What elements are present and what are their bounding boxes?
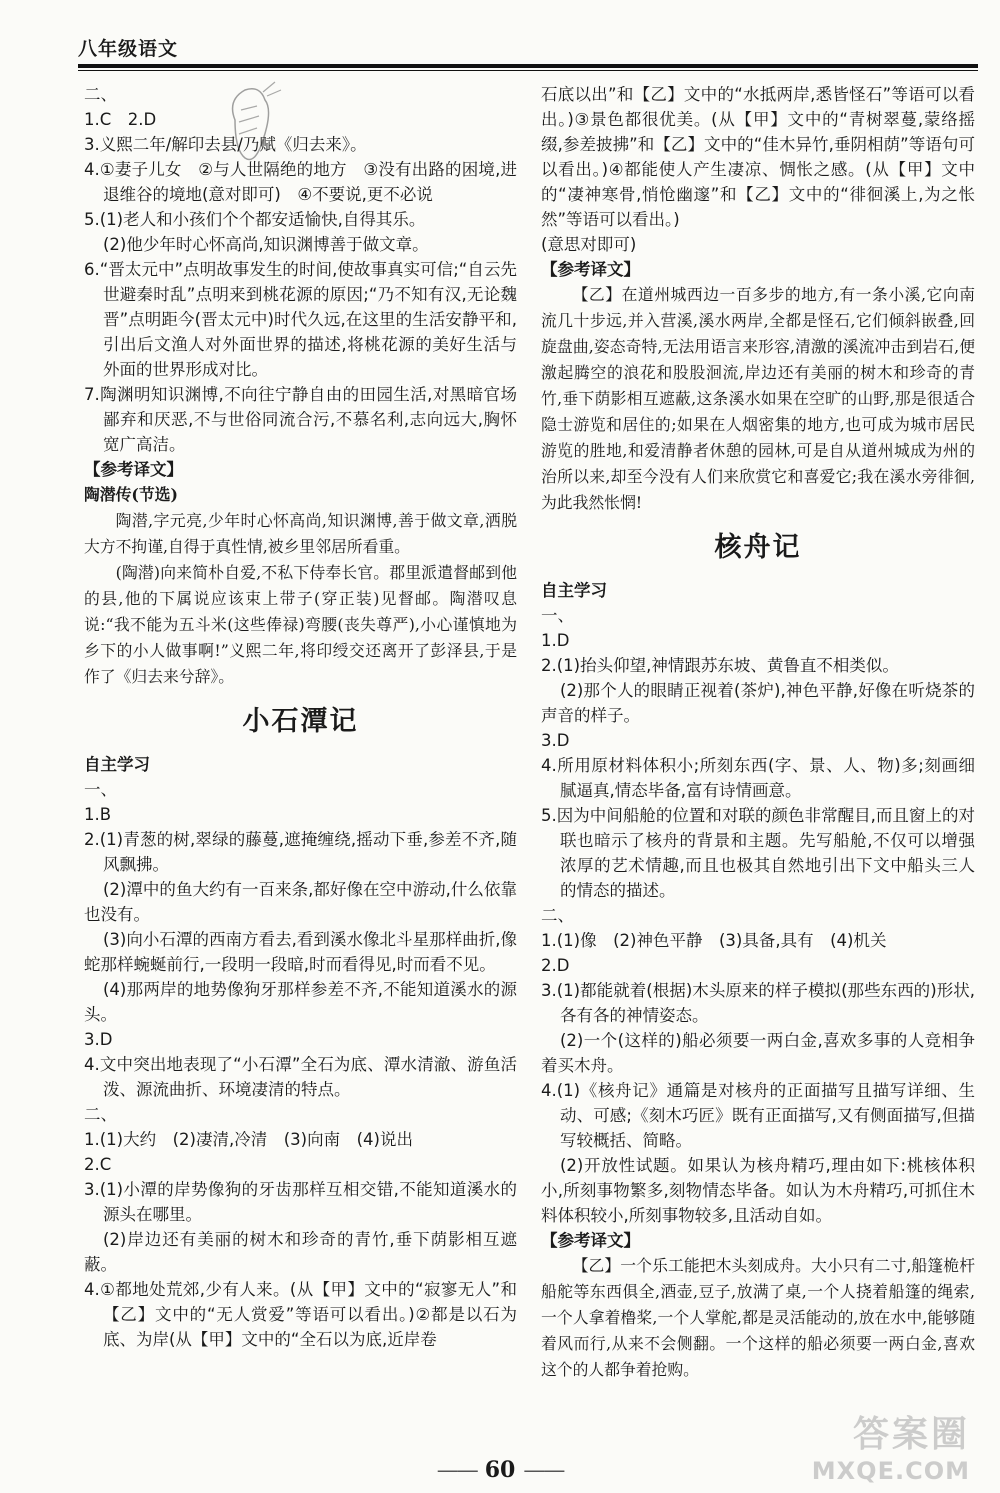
answer-item: (2)一个(这样的)船必须要一两白金,喜欢多事的人竞相争着买木舟。 [541,1031,975,1075]
answer-item: 6.“晋太元中”点明故事发生的时间,使故事真实可信;“自云先世避秦时乱”点明来到桃花源的原因;“乃不知有汉,无论魏晋”点明距今(晋太元中)时代久远,在这里的生活安静平和,引出后文渔人对外面世界的描述,将桃花源的美好生活与外面的世界形成对比。 [84,260,517,379]
reference-translation-heading: 【参考译文】 [84,460,183,479]
answer-continuation: 石底以出”和【乙】文中的“水抵两岸,悉皆怪石”等语可以看出。)③景色都很优美。(从【甲】文中的“青树翠蔓,蒙络摇缀,参差披拂”和【乙】文中的“佳木异竹,垂阴相荫”等语句可以看出。)④都能使人产生凄凉、惆怅之感。(从【甲】文中的“凄神寒骨,悄怆幽邃”和【乙】文中的“徘徊溪上,为之怅然”等语可以看出。) [541,85,975,229]
subheading: 自主学习 [84,755,150,774]
section-label: 二、 [84,85,117,104]
page-header [78,28,978,74]
answer-item: 2.D [541,956,570,975]
part-label: 一、 [84,780,117,799]
right-column [541,82,975,1383]
part-label: 一、 [541,606,574,625]
part-label: 二、 [84,1105,117,1124]
translation-paragraph: (陶潜)向来简朴自爱,不私下侍奉长官。郡里派遣督邮到他的县,他的下属说应该束上带子(穿正装)见督邮。陶潜叹息说:“我不能为五斗米(这些俸禄)弯腰(丧失尊严),小心谨慎地为乡下的小人做事啊!”义熙二年,将印绶交还离开了彭泽县,于是作了《归去来兮辞》。 [84,563,517,686]
answer-item: (2)他少年时心怀高尚,知识渊博善于做文章。 [102,235,429,254]
answer-item: 3.D [541,731,570,750]
left-column [84,82,517,1352]
translation-paragraph: 【乙】在道州城西边一百多步的地方,有一条小溪,它向南流几十步远,并入营溪,溪水两岸,全都是怪石,它们倾斜嵌叠,回旋盘曲,姿态奇特,无法用语言来形容,清激的溪流冲击到岩石,便激起腾空的浪花和股股洄流,岸边还有美丽的树木和珍奇的青竹,垂下荫影相互遮蔽,这条溪水如果在空旷的山野,那是很适合隐士游览和居住的;如果在人烟密集的地方,也可成为城市居民游览的胜地,和爱清静者休憩的园林,可是自从道州城成为州的治所以来,却至今没有人们来欣赏它和喜爱它;我在溪水旁徘徊,为此我然怅惘! [541,285,975,512]
answer-item: 1.(1)像 (2)神色平静 (3)具备,具有 (4)机关 [541,931,887,950]
answer-item: (2)潭中的鱼大约有一百来条,都好像在空中游动,什么依靠也没有。 [84,880,517,924]
answer-item: 2.C [84,1155,112,1174]
watermark-logo: 答案圈 [852,1414,970,1455]
header-rule-thin [78,70,978,71]
answer-item: (2)岸边还有美丽的树木和珍奇的青竹,垂下荫影相互遮蔽。 [84,1230,517,1274]
translation-paragraph: 陶潜,字元亮,少年时心怀高尚,知识渊博,善于做文章,洒脱大方不拘谨,自得于真性情,被乡里邻居所看重。 [84,511,517,556]
answer-item: 4.①都地处荒郊,少有人来。(从【甲】文中的“寂寥无人”和【乙】文中的“无人赏爱”等语可以看出。)②都是以石为底、为岸(从【甲】文中的“全石以为底,近岸卷 [84,1280,517,1349]
section-title: 核舟记 [714,532,802,563]
answer-item: 5.因为中间船舱的位置和对联的颜色非常醒目,而且窗上的对联也暗示了核舟的背景和主题。先写船舱,不仅可以增强浓厚的艺术情趣,而且也极其自然地引出下文中船头三人的情态的描述。 [541,806,975,900]
page-number-dash-right: —— [523,1458,564,1483]
translation-paragraph: 【乙】一个乐工能把木头刻成舟。大小只有二寸,船篷桅杆船舵等东西俱全,酒壶,豆子,放满了桌,一个人挠着船篷的绳索,一个人拿着橹桨,一个人掌舵,都是灵活能动的,放在水中,能够随着风而行,从来不会侧翻。一个这样的船必须要一两白金,喜欢这个的人都争着抢购。 [541,1256,975,1379]
answer-item: 4.①妻子儿女 ②与人世隔绝的地方 ③没有出路的困境,进退维谷的境地(意对即可) ④不要说,更不必说 [84,160,517,204]
page-number-dash-left: —— [436,1458,477,1483]
part-label: 二、 [541,906,574,925]
page-number-value: 60 [484,1457,516,1483]
answer-item: 4.(1)《核舟记》通篇是对核舟的正面描写且描写详细、生动、可感;《刻木巧匠》既有正面描写,又有侧面描写,但描写较概括、简略。 [541,1081,975,1150]
answer-item: (4)那两岸的地势像狗牙那样参差不齐,不能知道溪水的源头。 [84,980,517,1024]
answer-note: (意思对即可) [541,235,637,254]
reference-translation-heading: 【参考译文】 [541,1231,640,1250]
header-rule-thick [78,64,978,68]
answer-item: 1.(1)大约 (2)凄清,冷清 (3)向南 (4)说出 [84,1130,413,1149]
answer-item: 4.文中突出地表现了“小石潭”全石为底、潭水清澈、游鱼活泼、源流曲折、环境凄清的特点。 [84,1055,517,1099]
watermark [812,1406,970,1485]
reference-translation-heading: 【参考译文】 [541,260,640,279]
answer-item: 3.义熙二年/解印去县/乃赋《归去来》。 [84,135,367,154]
answer-item: (2)开放性试题。如果认为核舟精巧,理由如下:桃核体积小,所刻事物繁多,刻物情态毕备。如认为木舟精巧,可抓住木料体积较小,所刻事物较多,且活动自如。 [541,1156,975,1225]
section-title: 小石潭记 [242,706,359,737]
answer-list [84,107,517,457]
answer-item: 5.(1)老人和小孩们个个都安适愉快,自得其乐。 [84,210,426,229]
answer-item: 1.D [541,631,570,650]
answer-item: (3)向小石潭的西南方看去,看到溪水像北斗星那样曲折,像蛇那样蜿蜒前行,一段明一段暗,时而看得见,时而看不见。 [84,930,517,974]
answer-item: 2.(1)青葱的树,翠绿的藤蔓,遮掩缠绕,摇动下垂,参差不齐,随风飘拂。 [84,830,517,874]
subheading: 自主学习 [541,581,607,600]
answer-item: 4.所用原材料体积小;所刻东西(字、景、人、物)多;刻画细腻逼真,情态毕备,富有诗情画意。 [541,756,975,800]
translation-title: 陶潜传(节选) [84,485,178,504]
watermark-site: MXQE.COM [811,1457,970,1485]
answer-item: 1.B [84,805,112,824]
answer-item: 2.(1)抬头仰望,神情跟苏东坡、黄鲁直不相类似。 [541,656,899,675]
book-title: 八年级语文 [78,38,179,60]
answer-item: 7.陶渊明知识渊博,不向往宁静自由的田园生活,对黑暗官场鄙弃和厌恶,不与世俗同流合污,不慕名利,志向远大,胸怀宽广高洁。 [84,385,517,454]
answer-item: 3.(1)小潭的岸势像狗的牙齿那样互相交错,不能知道溪水的源头在哪里。 [84,1180,517,1224]
answer-item: 3.D [84,1030,113,1049]
answer-item: (2)那个人的眼睛正视着(茶炉),神色平静,好像在听烧茶的声音的样子。 [541,681,975,725]
answer-item: 1.C 2.D [84,110,157,129]
answer-item: 3.(1)都能就着(根据)木头原来的样子模拟(那些东西的)形状,各有各的神情姿态。 [541,981,975,1025]
